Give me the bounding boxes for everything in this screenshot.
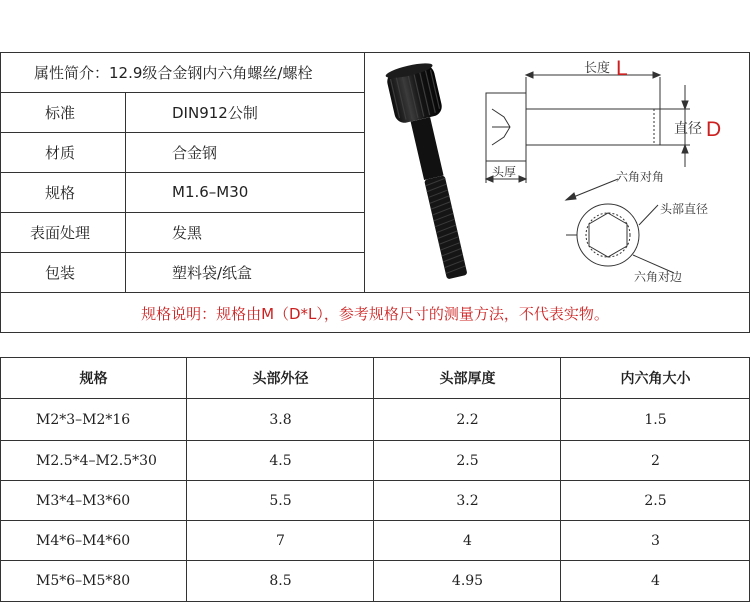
table-cell: 4	[651, 573, 660, 589]
table-cell: M2*3–M2*16	[36, 411, 131, 428]
table-cell: 1.5	[644, 411, 667, 428]
spec-value-material: 合金钢	[172, 143, 218, 162]
table-cell: M3*4–M3*60	[36, 492, 131, 509]
length-symbol: L	[616, 57, 628, 80]
spec-note: 规格说明：规格由M（D*L），参考规格尺寸的测量方法，不代表实物。	[141, 304, 609, 323]
spec-label-standard: 标准	[45, 103, 76, 122]
table-cell: 5.5	[269, 492, 292, 509]
diameter-symbol: D	[706, 118, 722, 141]
diameter-label: 直径	[674, 122, 702, 137]
head-diameter-label: 头部直径	[660, 202, 709, 216]
spec-label-size: 规格	[45, 183, 76, 202]
table-cell: M2.5*4–M2.5*30	[36, 452, 157, 469]
hex-across-flats-label: 六角对边	[634, 270, 683, 284]
table-cell: 2.5	[644, 492, 667, 509]
spec-value-size: M1.6–M30	[172, 183, 249, 201]
table-header-hex-size: 内六角大小	[620, 371, 691, 387]
length-label: 长度	[584, 60, 611, 75]
table-cell: 4	[463, 532, 472, 549]
bolt-image	[372, 62, 492, 286]
table-cell: 4.5	[269, 452, 292, 469]
spec-value-standard: DIN912公制	[172, 103, 258, 122]
table-cell: 3.8	[269, 411, 292, 428]
table-cell: M4*6–M4*60	[36, 532, 131, 549]
table-cell: 3.2	[456, 492, 479, 509]
intro-text: 属性简介：12.9级合金钢内六角螺丝/螺栓	[34, 63, 313, 82]
table-cell: 3	[651, 532, 660, 549]
dimension-diagram	[478, 55, 746, 289]
spec-label-finish: 表面处理	[30, 223, 91, 242]
spec-label-packaging: 包装	[45, 263, 76, 282]
table-header-head-diameter: 头部外径	[252, 371, 309, 387]
table-cell: 4.95	[451, 573, 484, 589]
table-header-spec: 规格	[79, 371, 108, 387]
spec-value-finish: 发黑	[172, 223, 203, 242]
table-cell: 7	[276, 532, 285, 549]
spec-label-material: 材质	[45, 143, 76, 162]
table-cell: 8.5	[269, 573, 292, 589]
hex-across-corners-label: 六角对角	[616, 170, 665, 184]
table-cell: 2.5	[456, 452, 479, 469]
head-thickness-label: 头厚	[492, 165, 517, 179]
table-cell: 2	[651, 452, 660, 469]
spec-value-packaging: 塑料袋/纸盒	[172, 263, 253, 282]
table-cell: M5*6–M5*80	[36, 573, 131, 589]
table-cell: 2.2	[456, 411, 479, 428]
table-header-head-thickness: 头部厚度	[439, 371, 496, 387]
